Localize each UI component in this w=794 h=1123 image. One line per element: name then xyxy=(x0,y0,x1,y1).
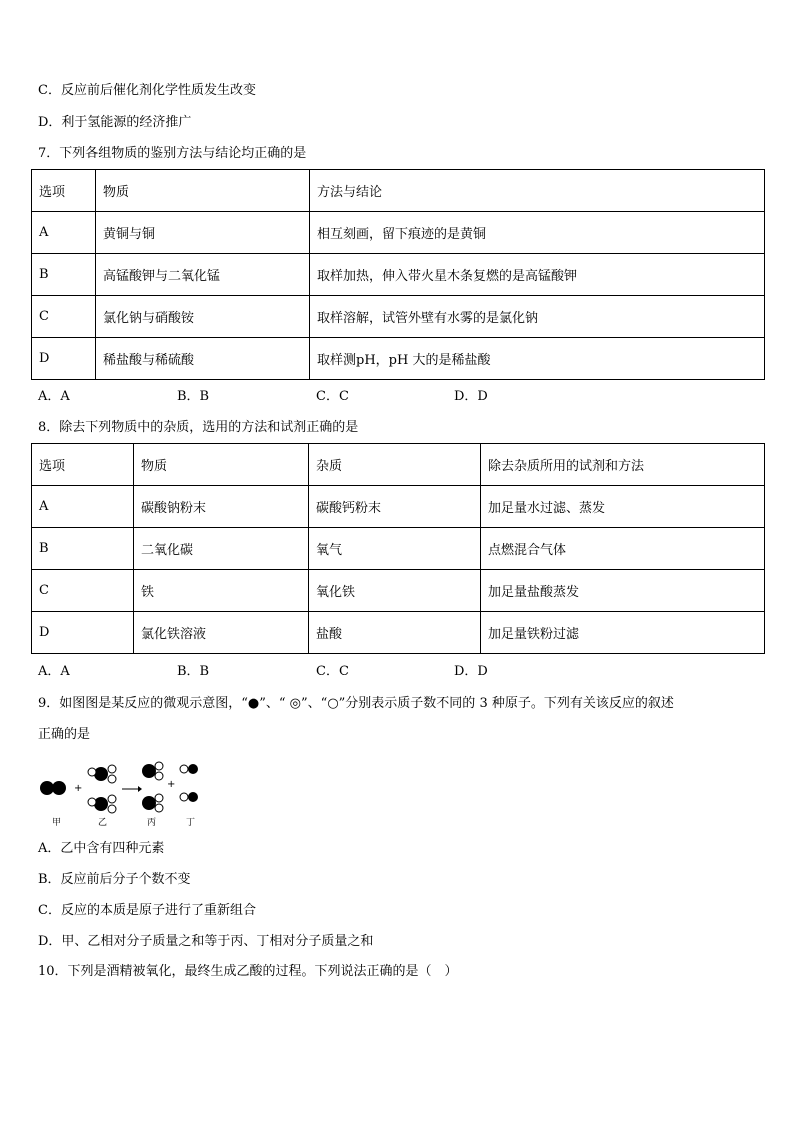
table-row xyxy=(32,212,765,254)
table-row xyxy=(32,338,765,380)
question-8: 8．除去下列物质中的杂质，选用的方法和试剂正确的是 xyxy=(38,420,359,435)
table-cell: 加足量盐酸蒸发 xyxy=(481,570,765,612)
table-cell: 碳酸钠粉末 xyxy=(134,486,309,528)
table-cell: 物质 xyxy=(96,170,310,212)
table-row xyxy=(32,570,765,612)
table-cell: 盐酸 xyxy=(309,612,481,654)
molecule-yi xyxy=(88,795,116,813)
table-cell: 取样加热，伸入带火星木条复燃的是高锰酸钾 xyxy=(310,254,765,296)
diagram-label: 乙 xyxy=(98,818,108,828)
table-cell: 杂质 xyxy=(309,444,481,486)
reaction-arrow xyxy=(122,786,142,792)
question-10: 10．下列是酒精被氧化，最终生成乙酸的过程。下列说法正确的是（ ） xyxy=(38,964,458,979)
table-cell: 除去杂质所用的试剂和方法 xyxy=(481,444,765,486)
table-cell: 稀盐酸与稀硫酸 xyxy=(96,338,310,380)
table-row xyxy=(32,528,765,570)
table-row xyxy=(32,486,765,528)
answer-option: A．A xyxy=(38,389,70,404)
table-cell: A xyxy=(32,212,96,254)
table-cell: 氧气 xyxy=(309,528,481,570)
table-cell: 相互刻画，留下痕迹的是黄铜 xyxy=(310,212,765,254)
table-header-row xyxy=(32,170,765,212)
table-cell: B xyxy=(32,528,134,570)
answer-option: C．C xyxy=(316,664,349,679)
answer-option: C．C xyxy=(316,389,349,404)
table-cell: 方法与结论 xyxy=(310,170,765,212)
answer-option: B．B xyxy=(177,664,210,679)
molecule-jia xyxy=(40,781,66,795)
plus-sign: + xyxy=(167,779,176,790)
molecule-bing xyxy=(142,794,163,812)
table-cell: 碳酸钙粉末 xyxy=(309,486,481,528)
table-cell: 点燃混合气体 xyxy=(481,528,765,570)
table-cell: 二氧化碳 xyxy=(134,528,309,570)
answer-options-q7 xyxy=(38,389,538,405)
answer-option: A．A xyxy=(38,664,70,679)
answer-option: D．D xyxy=(454,389,488,404)
answer-options-q8 xyxy=(38,664,538,680)
table-cell: 选项 xyxy=(32,444,134,486)
table-cell: 氧化铁 xyxy=(309,570,481,612)
table-cell: B xyxy=(32,254,96,296)
diagram-label: 丁 xyxy=(186,818,196,828)
reaction-diagram xyxy=(36,760,206,828)
plus-sign: + xyxy=(74,783,83,794)
option-c-q6: C．反应前后催化剂化学性质发生改变 xyxy=(38,83,256,98)
table-header-row xyxy=(32,444,765,486)
table-cell: 物质 xyxy=(134,444,309,486)
molecule-ding xyxy=(180,764,198,774)
table-q8 xyxy=(31,443,765,654)
question-7: 7．下列各组物质的鉴别方法与结论均正确的是 xyxy=(38,146,307,161)
question-9-line-1: 9．如图图是某反应的微观示意图，“●”、“ ◎”、“○”分别表示质子数不同的 3 种原子。下列有关该反应的叙述 xyxy=(38,696,674,711)
answer-option: D．D xyxy=(454,664,488,679)
table-cell: 取样测pH，pH 大的是稀盐酸 xyxy=(310,338,765,380)
table-cell: C xyxy=(32,570,134,612)
question-9-line-2: 正确的是 xyxy=(38,727,91,742)
diagram-label: 甲 xyxy=(52,818,62,828)
table-cell: D xyxy=(32,338,96,380)
table-cell: C xyxy=(32,296,96,338)
option-a-q9: A．乙中含有四种元素 xyxy=(38,841,165,856)
table-cell: 加足量水过滤、蒸发 xyxy=(481,486,765,528)
option-d-q6: D．利于氢能源的经济推广 xyxy=(38,115,192,130)
answer-option: B．B xyxy=(177,389,210,404)
table-cell: D xyxy=(32,612,134,654)
table-cell: 氯化钠与硝酸铵 xyxy=(96,296,310,338)
table-cell: 高锰酸钾与二氧化锰 xyxy=(96,254,310,296)
table-row xyxy=(32,296,765,338)
table-row xyxy=(32,254,765,296)
table-cell: 铁 xyxy=(134,570,309,612)
molecule-ding xyxy=(180,792,198,802)
table-cell: 黄铜与铜 xyxy=(96,212,310,254)
diagram-label: 丙 xyxy=(147,818,157,828)
table-cell: 加足量铁粉过滤 xyxy=(481,612,765,654)
table-cell: A xyxy=(32,486,134,528)
option-c-q9: C．反应的本质是原子进行了重新组合 xyxy=(38,903,256,918)
table-row xyxy=(32,612,765,654)
molecule-bing xyxy=(142,762,163,780)
table-cell: 氯化铁溶液 xyxy=(134,612,309,654)
option-d-q9: D．甲、乙相对分子质量之和等于丙、丁相对分子质量之和 xyxy=(38,934,374,949)
option-b-q9: B．反应前后分子个数不变 xyxy=(38,872,191,887)
table-q7 xyxy=(31,169,765,380)
table-cell: 选项 xyxy=(32,170,96,212)
molecule-yi xyxy=(88,765,116,783)
table-cell: 取样溶解，试管外壁有水雾的是氯化钠 xyxy=(310,296,765,338)
